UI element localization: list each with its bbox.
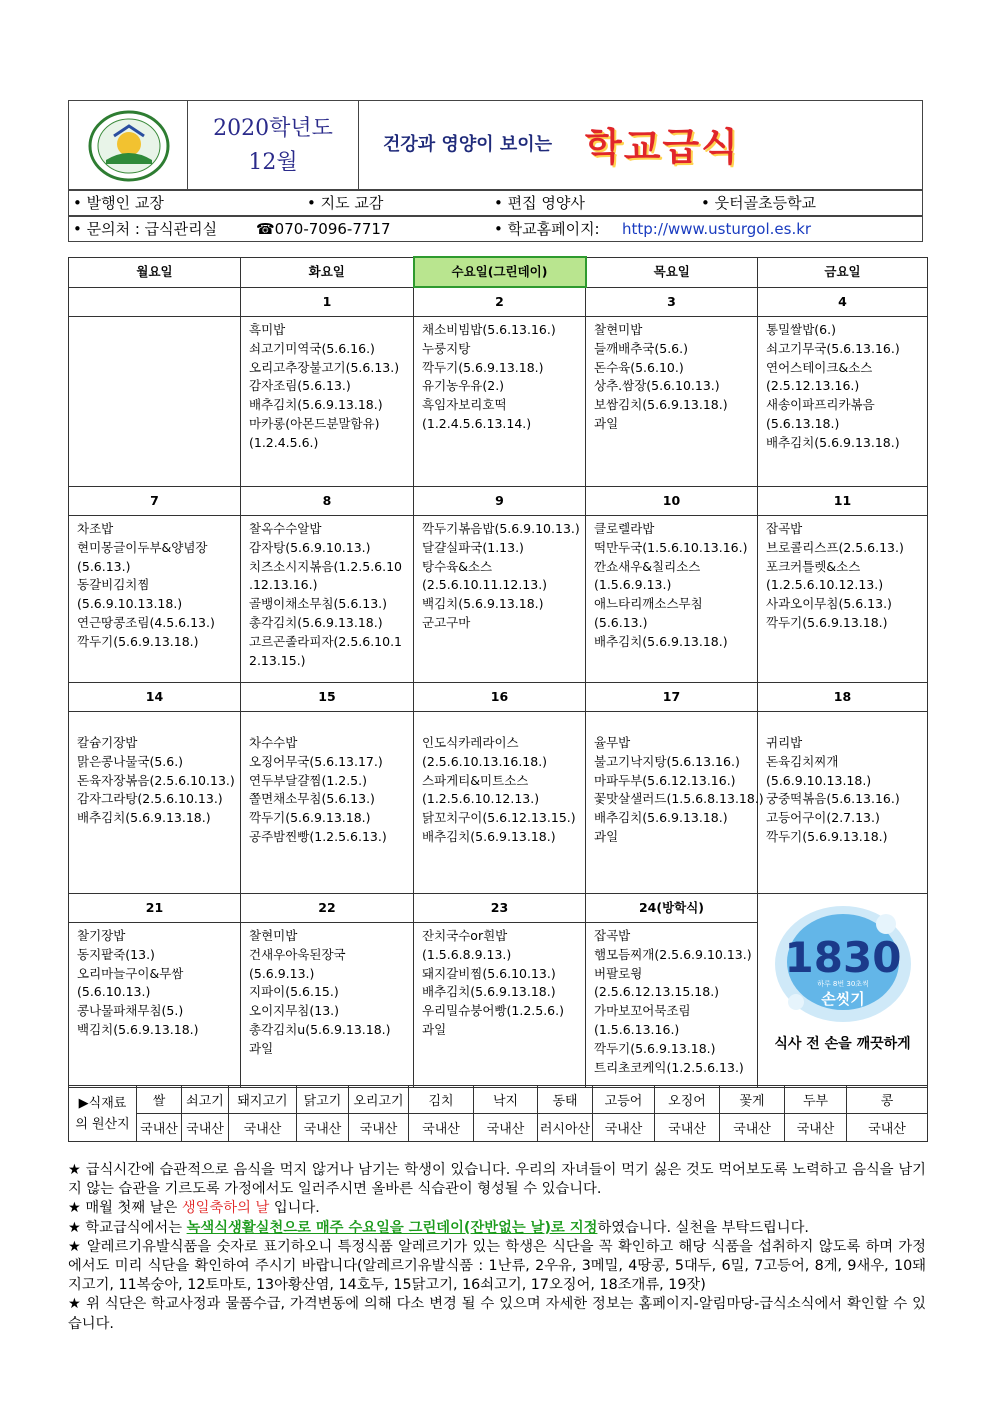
menu-item: 클로렐라밥	[594, 521, 655, 536]
menu-item: 지파이(5.6.15.)	[249, 984, 339, 1000]
date-cell: 17	[586, 683, 758, 712]
menu-item: (5.6.9.10.13.18.)	[766, 772, 872, 788]
menu-item: 돼지갈비찜(5.6.10.13.)	[422, 965, 556, 981]
origin-item: 고등어	[593, 1086, 655, 1114]
menu-item: 쫄면채소무침(5.6.13.)	[249, 791, 375, 807]
menu-item: 새송이파프리카볶음	[766, 397, 875, 413]
menu-item: 닭꼬치구이(5.6.12.13.15.)	[422, 810, 576, 826]
date-cell: 15	[241, 683, 414, 712]
date-row	[69, 894, 928, 923]
menu-item: 우리밀슈붕어빵(1.2.5.6.)	[422, 1003, 564, 1019]
menu-item: 오리고추장불고기(5.6.13.)	[249, 359, 400, 375]
slogan-text: 건강과 영양이 보이는	[383, 134, 553, 155]
homepage-label: • 학교홈페이지:	[494, 220, 600, 238]
handwash-tiny: 하루 8번 30초씩	[816, 980, 869, 988]
handwash-number: 1830	[784, 933, 901, 982]
notice-greenday	[68, 1219, 926, 1238]
menu-item: 배추김치(5.6.9.13.18.)	[77, 810, 211, 826]
menu-item: 흑미밥	[249, 322, 286, 337]
date-cell: 22	[241, 894, 414, 923]
menu-item: (5.6.13.18.)	[766, 415, 840, 431]
school-year: 2020학년도	[213, 116, 333, 141]
menu-item: (5.6.13.)	[594, 614, 648, 630]
notice-text: ★ 학교급식에서는	[68, 1219, 187, 1236]
menu-item: (2.5.6.10.11.12.13.)	[422, 577, 548, 593]
menu-item: 버팔로윙	[594, 965, 643, 981]
date-cell: 21	[69, 894, 241, 923]
menu-item: 군고구마	[422, 614, 471, 630]
menu-item: 트리초코케익(1.2.5.6.13.)	[594, 1059, 744, 1075]
origin-item: 돼지고기	[229, 1086, 297, 1114]
menu-item: 보쌈김치(5.6.9.13.18.)	[594, 397, 728, 413]
menu-item: 들깨배추국(5.6.)	[594, 340, 688, 356]
greenday-highlight: 녹색식생활실천으로 매주 수요일을 그린데이(잔반없는 날)로 지정	[186, 1219, 598, 1236]
menu-item: 연어스테이크&소스	[766, 359, 873, 375]
menu-row	[69, 317, 928, 487]
menu-item: 동지팥죽(13.)	[77, 946, 155, 962]
menu-item: 돈육자장볶음(2.5.6.10.13.)	[77, 772, 235, 788]
menu-item: 인도식카레라이스	[422, 735, 519, 750]
menu-item: (2.5.12.13.16.)	[766, 378, 860, 394]
menu-item: 귀리밥	[766, 735, 803, 750]
menu-item: 찰옥수수알밥	[249, 521, 322, 536]
origin-item: 쌀	[137, 1086, 182, 1114]
menu-row	[69, 516, 928, 683]
date-cell: 11	[758, 487, 928, 516]
menu-item: 꽃맛살샐러드(1.5.6.8.13.18.)	[594, 791, 764, 807]
menu-item: 연근땅콩조림(4.5.6.13.)	[77, 614, 215, 630]
weekday-fri: 금요일	[758, 257, 928, 287]
menu-item: 고르곤졸라피자(2.5.6.10.1	[249, 633, 403, 649]
origin-country: 국내산	[182, 1114, 229, 1142]
weekday-thu: 목요일	[586, 257, 758, 287]
date-cell: 1	[241, 287, 414, 317]
origin-country: 국내산	[847, 1114, 928, 1142]
menu-item: 칼슘기장밥	[77, 735, 138, 750]
menu-item: 떡만두국(1.5.6.10.13.16.)	[594, 539, 748, 555]
menu-item: 연두부달걀찜(1.2.5.)	[249, 772, 367, 788]
menu-item: (5.6.10.13.)	[77, 984, 151, 1000]
menu-item: 깍두기(5.6.9.13.18.)	[249, 810, 371, 826]
menu-cell	[586, 923, 758, 1088]
menu-item: 총각김치(5.6.9.13.18.)	[249, 614, 383, 630]
menu-item: (1.2.4.5.6.)	[249, 434, 319, 450]
origin-label-line: ▶식재료	[78, 1095, 127, 1111]
date-cell: 18	[758, 683, 928, 712]
origin-country: 국내산	[137, 1114, 182, 1142]
menu-item: 마파두부(5.6.12.13.16.)	[594, 772, 736, 788]
menu-row	[69, 712, 928, 894]
notice-text: 입니다.	[269, 1200, 320, 1217]
menu-item: 찰기장밥	[77, 928, 126, 943]
menu-item: 깍두기볶음밥(5.6.9.10.13.)	[422, 521, 580, 536]
date-cell	[69, 287, 241, 317]
date-cell: 14	[69, 683, 241, 712]
menu-item: 브로콜리스프(2.5.6.13.)	[766, 539, 904, 555]
menu-cell	[758, 516, 928, 683]
origin-item-row	[69, 1086, 928, 1114]
origin-item: 닭고기	[297, 1086, 349, 1114]
origin-label-line: 의 원산지	[75, 1116, 130, 1132]
menu-item: 쇠고기무국(5.6.13.16.)	[766, 340, 900, 356]
menu-item: 배추김치(5.6.9.13.18.)	[594, 633, 728, 649]
notice-birthday	[68, 1199, 926, 1218]
ingredient-origin-table	[68, 1085, 928, 1142]
issue-date	[188, 112, 358, 180]
menu-item: 백김치(5.6.9.13.18.)	[422, 596, 544, 612]
menu-cell	[758, 712, 928, 894]
menu-item: 사과오이무침(5.6.13.)	[766, 596, 892, 612]
menu-item: (2.5.6.12.13.15.18.)	[594, 984, 720, 1000]
notice-text: ★ 매월 첫째 날은	[68, 1200, 182, 1217]
menu-item: 깍두기(5.6.9.13.18.)	[594, 1040, 716, 1056]
menu-cell	[414, 712, 586, 894]
menu-item: 잡곡밥	[594, 928, 631, 943]
menu-item: 고등어구이(2.7.13.)	[766, 810, 880, 826]
origin-country: 국내산	[655, 1114, 720, 1142]
menu-item: 오리마늘구이&무쌈	[77, 965, 184, 981]
date-cell: 9	[414, 487, 586, 516]
homepage-link[interactable]: http://www.usturgol.es.kr	[622, 220, 812, 238]
menu-item: 배추김치(5.6.9.13.18.)	[766, 434, 900, 450]
menu-item: 잔치국수or흰밥	[422, 928, 508, 943]
date-cell: 23	[414, 894, 586, 923]
origin-country: 국내산	[593, 1114, 655, 1142]
weekday-tue: 화요일	[241, 257, 414, 287]
menu-item: (1.5.6.9.13.)	[594, 577, 672, 593]
menu-item: 현미몽글이두부&양념장	[77, 539, 208, 555]
handwash-caption: 식사 전 손을 깨끗하게	[774, 1036, 911, 1052]
menu-item: 탕수육&소스	[422, 558, 493, 574]
menu-calendar	[68, 256, 928, 1088]
menu-item: (5.6.13.)	[77, 558, 131, 574]
menu-cell	[241, 317, 414, 487]
menu-cell	[586, 516, 758, 683]
menu-cell	[586, 317, 758, 487]
menu-item: (2.5.6.10.13.16.18.)	[422, 753, 548, 769]
date-row	[69, 287, 928, 317]
origin-country: 국내산	[349, 1114, 409, 1142]
menu-item: 동갈비김치찜	[77, 577, 150, 593]
menu-item: 감자탕(5.6.9.10.13.)	[249, 539, 371, 555]
contact-phone: ☎070-7096-7717	[256, 220, 391, 238]
origin-item: 동태	[538, 1086, 593, 1114]
menu-item: 과일	[594, 828, 619, 844]
menu-item: 마카롱(아몬드분말함유)	[249, 415, 380, 431]
origin-item: 오징어	[655, 1086, 720, 1114]
menu-item: 과일	[422, 1021, 447, 1037]
menu-item: 건새우아욱된장국	[249, 946, 346, 962]
menu-item: 2.13.15.)	[249, 652, 306, 668]
menu-item: 배추김치(5.6.9.13.18.)	[249, 397, 383, 413]
handwash-campaign	[758, 894, 928, 1088]
date-cell: 4	[758, 287, 928, 317]
newsletter-title: 학교급식	[585, 125, 740, 169]
date-cell: 24(방학식)	[586, 894, 758, 923]
menu-item: (1.5.6.8.9.13.)	[422, 946, 512, 962]
handwash-bubble-icon	[768, 902, 918, 1028]
notice-text: 하였습니다. 실천을 부탁드립니다.	[597, 1219, 809, 1236]
menu-cell	[69, 317, 241, 487]
weekday-mon: 월요일	[69, 257, 241, 287]
menu-cell	[586, 712, 764, 894]
header-divider	[358, 100, 359, 190]
menu-item: 골뱅이채소무침(5.6.13.)	[249, 596, 388, 612]
school-name: • 웃터골초등학교	[701, 194, 817, 212]
menu-cell	[241, 516, 414, 683]
date-cell: 10	[586, 487, 758, 516]
menu-item: 찰현미밥	[594, 322, 643, 337]
origin-item: 낙지	[474, 1086, 538, 1114]
handwash-sub: 손씻기	[820, 990, 865, 1008]
origin-item: 두부	[785, 1086, 847, 1114]
menu-item: 배추김치(5.6.9.13.18.)	[594, 810, 728, 826]
menu-item: (1.2.5.6.10.12.13.)	[422, 791, 540, 807]
menu-item: 공주밤찐빵(1.2.5.6.13.)	[249, 828, 387, 844]
origin-country: 국내산	[785, 1114, 847, 1142]
menu-item: 감자그라탕(2.5.6.10.13.)	[77, 791, 223, 807]
menu-item: 돈수육(5.6.10.)	[594, 359, 684, 375]
publisher: • 발행인 교장	[73, 194, 164, 212]
menu-item: 애느타리깨소스무침	[594, 596, 703, 612]
origin-item: 오리고기	[349, 1086, 409, 1114]
menu-item: 감자조림(5.6.13.)	[249, 378, 351, 394]
origin-item: 쇠고기	[182, 1086, 229, 1114]
notice-change: ★ 위 식단은 학교사정과 물품수급, 가격변동에 의해 다소 변경 될 수 있으며 자세한 정보는 홈페이지-알림마당-급식소식에서 확인할 수 있습니다.	[68, 1296, 926, 1332]
origin-item: 콩	[847, 1086, 928, 1114]
origin-country: 러시아산	[538, 1114, 593, 1142]
menu-cell	[414, 516, 586, 683]
date-cell: 16	[414, 683, 586, 712]
date-cell: 2	[414, 287, 586, 317]
notice-leftover: ★ 급식시간에 습관적으로 음식을 먹지 않거나 남기는 학생이 있습니다. 우리의 자녀들이 먹기 싫은 것도 먹어보도록 노력하고 음식을 남기지 않는 습관을 기르도록 가정에서도 일러주시면 올바른 식습관이 형성될 수 있습니다.	[68, 1162, 926, 1198]
menu-item: (5.6.9.13.)	[249, 965, 315, 981]
menu-item: (1.2.5.6.10.12.13.)	[766, 577, 884, 593]
origin-country: 국내산	[720, 1114, 785, 1142]
menu-item: 오이지무침(13.)	[249, 1003, 340, 1019]
menu-item: 배추김치(5.6.9.13.18.)	[422, 984, 556, 1000]
origin-country: 국내산	[229, 1114, 297, 1142]
origin-item: 김치	[409, 1086, 474, 1114]
menu-item: 깍두기(5.6.9.13.18.)	[766, 614, 888, 630]
menu-cell	[758, 317, 928, 487]
menu-cell	[414, 317, 586, 487]
origin-label	[69, 1086, 137, 1142]
menu-cell	[69, 923, 241, 1088]
menu-item: 스파게티&미트소스	[422, 772, 529, 788]
menu-item: 통밀쌀밥(6.)	[766, 322, 836, 337]
menu-cell	[414, 923, 586, 1088]
menu-item: 가마보꼬어묵조림	[594, 1003, 691, 1019]
date-row	[69, 487, 928, 516]
menu-item: 맑은콩나물국(5.6.)	[77, 753, 184, 769]
menu-item: 총각김치u(5.6.9.13.18.)	[249, 1021, 391, 1037]
menu-item: 콩나물파채무침(5.)	[77, 1003, 184, 1019]
date-cell: 8	[241, 487, 414, 516]
info-row-contact	[68, 216, 923, 242]
menu-item: 깍두기(5.6.9.13.18.)	[422, 359, 544, 375]
origin-country: 국내산	[474, 1114, 538, 1142]
menu-item: 백김치(5.6.9.13.18.)	[77, 1021, 199, 1037]
notice-allergy: ★ 알레르기유발식품을 숫자로 표기하오니 특정식품 알레르기가 있는 학생은 식단을 꼭 확인하고 해당 식품을 섭취하지 않도록 하며 가정에서도 미리 식단을 확인하여 주시기 바랍니다(알레르기유발식품 : 1난류, 2우유, 3메밀, 4땅콩, 5대두, 6밀, 7고등어, 8게, 9새우, 10돼지고기, 11복숭아, 12토마토, 13아황산염, 14호두, 15닭고기, 16쇠고기, 17오징어, 18조개류, 19잣)	[68, 1238, 926, 1294]
menu-item: 율무밥	[594, 735, 631, 750]
menu-item: 잡곡밥	[766, 521, 803, 536]
menu-item: 오징어무국(5.6.13.17.)	[249, 753, 383, 769]
menu-item: 흑임자보리호떡	[422, 397, 507, 413]
menu-item: 깍두기(5.6.9.13.18.)	[766, 828, 888, 844]
menu-item: (5.6.9.10.13.18.)	[77, 596, 183, 612]
menu-cell	[241, 923, 414, 1088]
supervisor: • 지도 교감	[307, 194, 384, 212]
menu-item: 찰현미밥	[249, 928, 298, 943]
weekday-wed-greenday: 수요일(그린데이)	[414, 257, 586, 287]
weekday-header-row	[69, 257, 928, 287]
menu-item: 채소비빔밥(5.6.13.16.)	[422, 322, 556, 337]
origin-country: 국내산	[409, 1114, 474, 1142]
menu-item: 과일	[249, 1040, 274, 1056]
contact-label: • 문의처 : 급식관리실	[73, 220, 218, 238]
menu-item: 달걀실파국(1.13.)	[422, 539, 524, 555]
menu-cell	[69, 712, 241, 894]
date-row	[69, 683, 928, 712]
menu-item: (1.5.6.13.16.)	[594, 1021, 680, 1037]
menu-cell	[241, 712, 414, 894]
menu-item: 상추.쌈장(5.6.10.13.)	[594, 378, 720, 394]
menu-item: (1.2.4.5.6.13.14.)	[422, 415, 532, 431]
menu-item: 유기농우유(2.)	[422, 378, 505, 394]
date-cell: 7	[69, 487, 241, 516]
info-row-staff	[68, 190, 923, 216]
origin-country: 국내산	[297, 1114, 349, 1142]
origin-country-row	[69, 1114, 928, 1142]
menu-item: 치즈소시지볶음(1.2.5.6.10	[249, 558, 403, 574]
birthday-highlight: 생일축하의 날	[181, 1200, 270, 1217]
menu-item: 누룽지탕	[422, 340, 471, 356]
menu-item: 차조밥	[77, 521, 114, 536]
origin-item: 꽃게	[720, 1086, 785, 1114]
menu-item: 햄모듬찌개(2.5.6.9.10.13.)	[594, 946, 752, 962]
menu-item: 과일	[594, 415, 619, 431]
notice-section	[68, 1161, 926, 1334]
menu-item: 돈육김치찌개	[766, 753, 839, 769]
month: 12월	[248, 150, 298, 175]
menu-item: 포크커틀렛&소스	[766, 558, 861, 574]
menu-cell	[69, 516, 241, 683]
menu-item: 차수수밥	[249, 735, 298, 750]
menu-item: 궁중떡볶음(5.6.13.16.)	[766, 791, 900, 807]
date-cell: 3	[586, 287, 758, 317]
school-emblem-icon	[88, 110, 170, 182]
editor: • 편집 영양사	[494, 194, 585, 212]
menu-item: 깍두기(5.6.9.13.18.)	[77, 633, 199, 649]
menu-item: 쇠고기미역국(5.6.16.)	[249, 340, 375, 356]
menu-item: .12.13.16.)	[249, 577, 318, 593]
menu-item: 불고기낙지탕(5.6.13.16.)	[594, 753, 740, 769]
menu-item: 배추김치(5.6.9.13.18.)	[422, 828, 556, 844]
menu-item: 깐쇼새우&칠리소스	[594, 558, 701, 574]
